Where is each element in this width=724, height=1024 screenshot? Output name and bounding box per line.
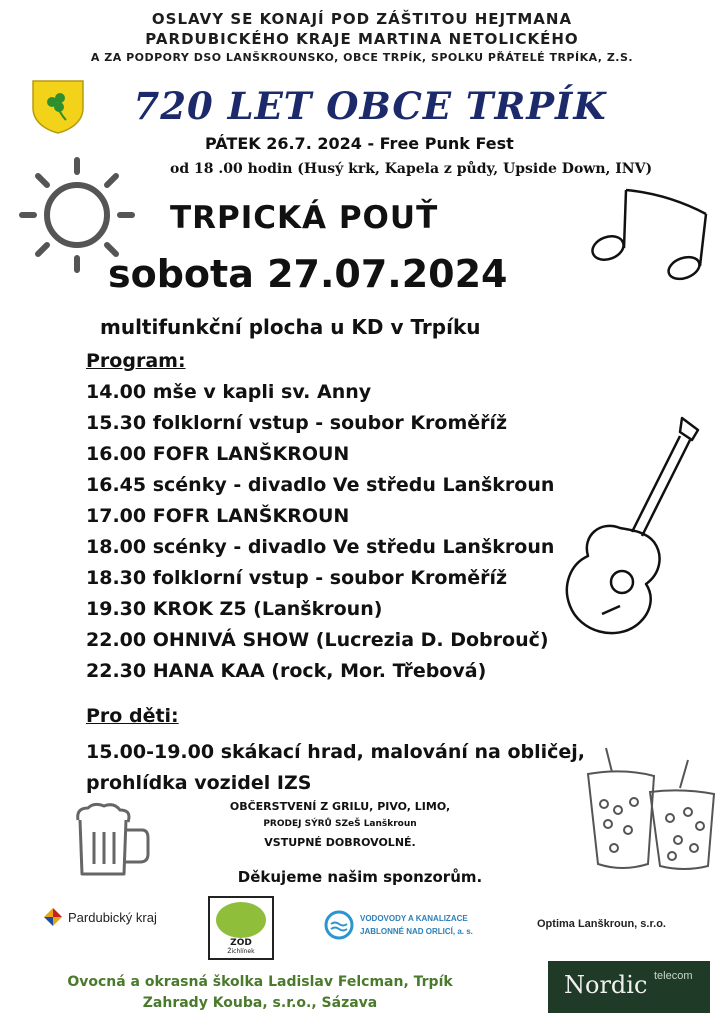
kids-heading: Pro děti: — [86, 705, 179, 727]
refreshments-line-1: OBČERSTVENÍ Z GRILU, PIVO, LIMO, — [229, 800, 451, 813]
admission-note: VSTUPNÉ DOBROVOLNÉ. — [264, 836, 416, 849]
event-venue: multifunkční plocha u KD v Trpíku — [100, 315, 481, 339]
guitar-icon — [560, 410, 710, 650]
friday-headline: PÁTEK 26.7. 2024 - Free Punk Fest — [205, 134, 514, 153]
program-item: 16.00 FOFR LANŠKROUN — [86, 443, 350, 465]
sponsor-pardubicky-kraj — [44, 908, 157, 926]
kids-line-1: 15.00-19.00 skákací hrad, malování na obličej, — [86, 741, 586, 763]
vodovody-line-1: VODOVODY A KANALIZACE — [360, 914, 468, 923]
sponsors-thanks: Děkujeme našim sponzorům. — [237, 868, 483, 886]
program-item: 14.00 mše v kapli sv. Anny — [86, 381, 372, 403]
vodovody-line-2: JABLONNÉ NAD ORLICÍ, a. s. — [360, 927, 473, 936]
program-item: 16.45 scénky - divadlo Ve středu Lanškroun — [86, 474, 555, 496]
program-item: 15.30 folklorní vstup - soubor Kroměříž — [86, 412, 508, 434]
zod-name: ZOD — [230, 938, 252, 948]
sponsor-optima: Optima Lanškroun, s.r.o. — [537, 918, 666, 930]
event-date: sobota 27.07.2024 — [108, 252, 508, 296]
program-item: 22.30 HANA KAA (rock, Mor. Třebová) — [86, 660, 487, 682]
sponsor-felcman: Ovocná a okrasná školka Ladislav Felcman, Trpík — [67, 974, 453, 990]
zod-emblem — [216, 902, 266, 938]
sponsor-kouba: Zahrady Kouba, s.r.o., Sázava — [142, 995, 378, 1011]
main-title: 720 LET OBCE TRPÍK — [133, 84, 607, 128]
program-item: 22.00 OHNIVÁ SHOW (Lucrezia D. Dobrouč) — [86, 629, 549, 651]
water-drop-icon — [324, 910, 354, 940]
refreshments-line-2: PRODEJ SÝRŮ SZeŠ Lanškroun — [263, 819, 417, 829]
program-item: 19.30 KROK Z5 (Lanškroun) — [86, 598, 383, 620]
trpik-crest-logo — [30, 78, 86, 134]
zod-place: Žichlínek — [227, 948, 255, 955]
pardubicky-kraj-logo-icon — [44, 908, 62, 926]
beer-mug-icon — [70, 800, 154, 880]
nordic-sub-text: telecom — [654, 970, 693, 982]
event-name: TRPICKÁ POUŤ — [170, 200, 439, 236]
pardubicky-kraj-text: Pardubický kraj — [68, 909, 157, 925]
patronage-line-2: PARDUBICKÉHO KRAJE MARTINA NETOLICKÉHO — [145, 30, 579, 48]
friday-details: od 18 .00 hodin (Husý krk, Kapela z půdy, Upside Down, INV) — [170, 161, 653, 177]
program-item: 18.30 folklorní vstup - soubor Kroměříž — [86, 567, 508, 589]
patronage-line-1: OSLAVY SE KONAJÍ POD ZÁŠTITOU HEJTMANA — [151, 10, 573, 28]
sponsor-nordic-telecom-logo — [548, 961, 710, 1013]
nordic-main-text: Nordic — [564, 971, 648, 999]
sponsor-vodovody — [324, 910, 473, 940]
program-item: 17.00 FOFR LANŠKROUN — [86, 505, 350, 527]
drinks-icon — [584, 744, 718, 874]
patronage-line-3: A ZA PODPORY DSO LANŠKROUNSKO, OBCE TRPÍK, SPOLKU PŘÁTELÉ TRPÍKA, Z.S. — [90, 51, 634, 64]
music-note-icon — [588, 180, 714, 282]
program-item: 18.00 scénky - divadlo Ve středu Lanškroun — [86, 536, 555, 558]
program-heading: Program: — [86, 350, 186, 372]
kids-line-2: prohlídka vozidel IZS — [86, 772, 312, 794]
sponsor-zod-logo — [208, 896, 274, 960]
